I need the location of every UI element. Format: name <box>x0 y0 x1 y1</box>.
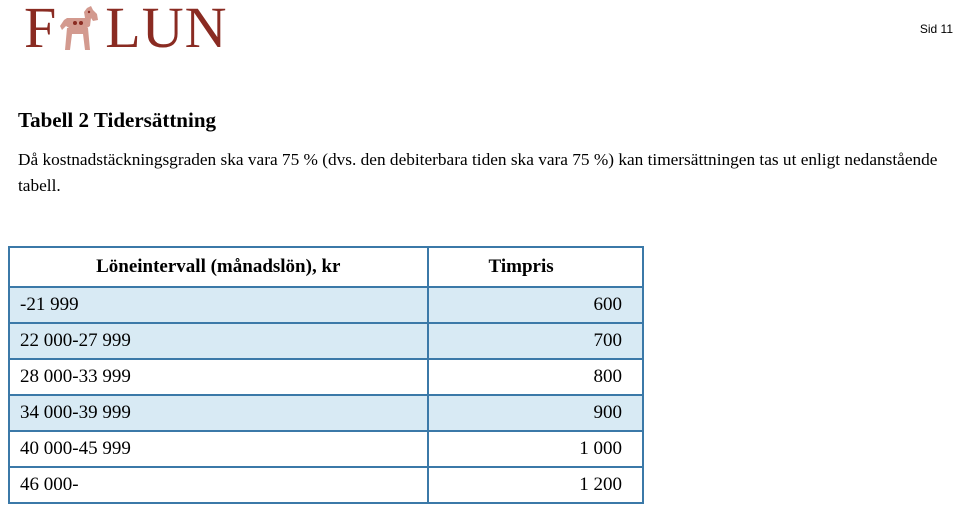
salary-interval-cell: 22 000-27 999 <box>9 323 428 359</box>
dala-horse-icon <box>57 4 103 54</box>
logo-text-lun: LUN <box>105 0 228 60</box>
salary-interval-cell: 40 000-45 999 <box>9 431 428 467</box>
salary-interval-cell: -21 999 <box>9 287 428 323</box>
logo-text-f: F <box>24 0 58 60</box>
salary-interval-cell: 46 000- <box>9 467 428 503</box>
table-header-row <box>9 247 643 287</box>
falun-logo <box>24 0 228 60</box>
table-row <box>9 467 643 503</box>
table-row <box>9 431 643 467</box>
hourly-rate-cell: 900 <box>428 395 643 431</box>
table-row <box>9 395 643 431</box>
hourly-rate-cell: 800 <box>428 359 643 395</box>
page-number: Sid 11 <box>919 22 953 36</box>
hourly-rate-cell: 600 <box>428 287 643 323</box>
column-header-rate: Timpris <box>428 247 643 287</box>
salary-interval-cell: 34 000-39 999 <box>9 395 428 431</box>
rate-table <box>8 246 644 504</box>
column-header-salary: Löneintervall (månadslön), kr <box>9 247 428 287</box>
hourly-rate-cell: 1 200 <box>428 467 643 503</box>
intro-paragraph: Då kostnadstäckningsgraden ska vara 75 % (dvs. den debiterbara tiden ska vara 75 %) kan timersättningen tas ut enligt nedanstående tabell. <box>18 150 938 195</box>
table-row <box>9 323 643 359</box>
table-row <box>9 359 643 395</box>
salary-interval-cell: 28 000-33 999 <box>9 359 428 395</box>
hourly-rate-cell: 1 000 <box>428 431 643 467</box>
section-heading: Tabell 2 Tidersättning <box>18 108 217 132</box>
table-row <box>9 287 643 323</box>
hourly-rate-cell: 700 <box>428 323 643 359</box>
